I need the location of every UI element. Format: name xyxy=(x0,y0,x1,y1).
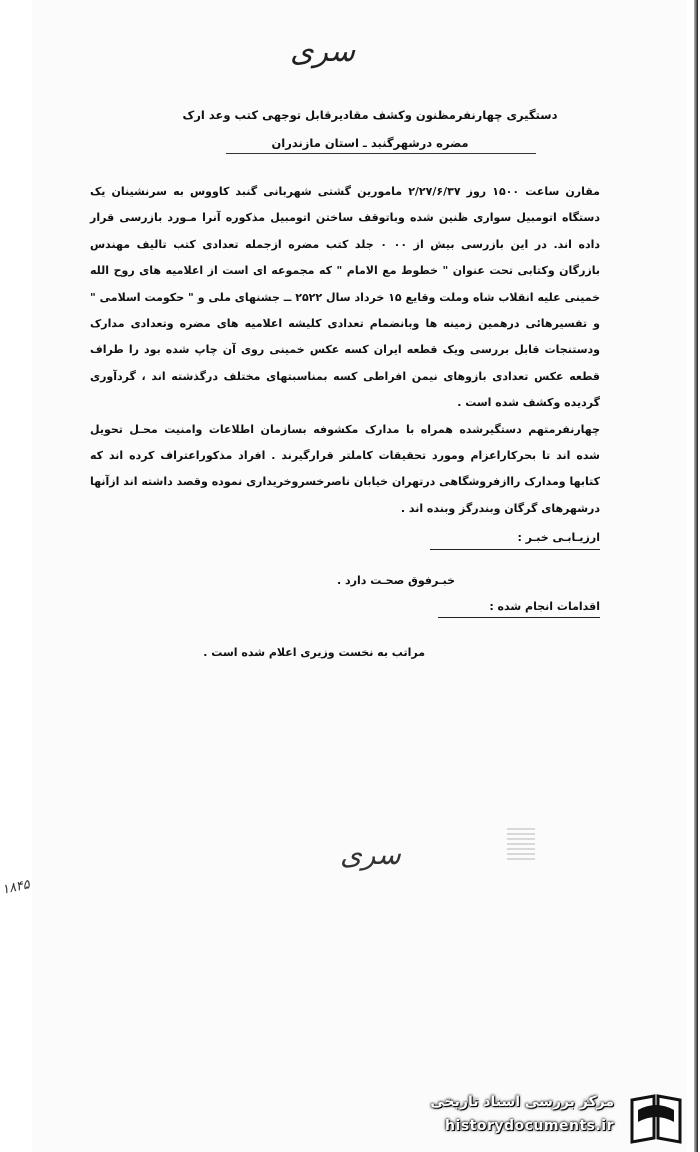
book-emblem-icon xyxy=(628,1092,684,1144)
watermark-title: مرکز بررسی اسناد تاریخی xyxy=(430,1094,614,1110)
watermark-url: historydocuments.ir xyxy=(445,1118,614,1134)
watermark xyxy=(420,1090,692,1146)
evaluation-label: ارزیـابـی خبـر : xyxy=(517,531,600,544)
document-body xyxy=(90,179,600,522)
classification-mark-bottom: سری xyxy=(340,838,401,871)
scan-edge xyxy=(694,0,698,1152)
document-title-line-2: مضره درشهرگنبد ـ استان مازندران xyxy=(271,136,469,150)
actions-label: اقدامات انجام شده : xyxy=(489,600,600,613)
classification-mark-top: سری xyxy=(290,34,356,69)
ink-smudge xyxy=(507,826,535,860)
actions-value: مراتب به نخست وزیری اعلام شده است . xyxy=(203,646,425,659)
evaluation-underline xyxy=(430,549,600,550)
actions-underline xyxy=(438,617,600,618)
body-paragraph-1: مقارن ساعت ۱۵۰۰ روز ۲/۲۷/۶/۳۷ مامورین گشتی شهربانی گنبد کاووس به سرنشینان یک دستگاه اتومبیل سواری ظنین شده وباتوقف ساختن اتومبیل مذکوره آنرا مـورد بازرسی قرار داده اند. در این بازرسی بیش از ۰۰ ۰ جلد کتب مضره ازجمله تعدادی کتب تالیف مهندس بازرگان وکتابی تحت عنوان " خطوط مع الامام " که مجموعه ای است از اعلامیه های روح الله خمینی علیه انقلاب شاه وملت وقایع ۱۵ خرداد سال ۲۵۲۲ ــ جشنهای ملی و " حکومت اسلامی " و تفسیرهائی درهمین زمینه ها وبانضمام تعدادی کلیشه اعلامیه های مضره وتعدادی مدارک ودستنجات قابل بررسی ویک قطعه ایران کسه عکس خمینی روی آن چاپ شده بود را طراف قطعه عکس تعدادی بازوهای نیمن افراطی کسه بمناسبتهای مختلف درگذشته اند ، گردآوری گردیده وکشف شده است . xyxy=(90,185,601,410)
margin-page-number: ۱۸۴۵ xyxy=(0,877,32,898)
evaluation-value: خبـرفوق صحـت دارد . xyxy=(337,574,455,587)
document-title-line-1: دستگیری چهارنفرمظنون وکشف مقادیرقابل توجهی کتب وعد ارک xyxy=(182,108,558,122)
title-underline xyxy=(226,153,536,154)
body-paragraph-2: چهارنفرمتهم دستگیرشده همراه با مدارک مکشوفه بسازمان اطلاعات وامنیت محـل تحویل شده اند تا بحرکاراعزام ومورد تحقیقات کاملتر قرارگیرند . افراد مذکوراعتراف کرده اند که کتابها ومدارک راازفروشگاهی درتهران خیابان ناصرخسروخریداری نموده وقصد داشته اند ازآنها درشهرهای گرگان وبندرگز وبنده اند . xyxy=(90,422,600,515)
